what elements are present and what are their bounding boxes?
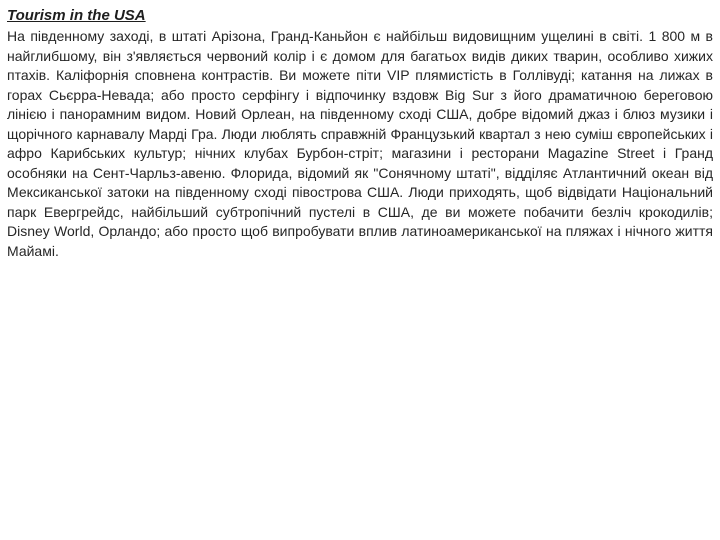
slide-content [7, 6, 713, 261]
slide-title: Tourism in the USA [7, 7, 146, 24]
body-paragraph: На південному заході, в штаті Арізона, Гранд-Каньйон є найбільш видовищним ущелині в світі. 1 800 м в найглибшому, він з'являється червоний колір і є домом для багатьох видів диких тварин, особливо хижих птахів. Каліфорнія сповнена контрастів. Ви можете піти VIP плямистість в Голлівуді; катання на лижах в горах Сьєрра-Невада; або просто серфінгу і відпочинку вздовж Big Sur з його драматичною береговою лінією і панорамним видом. Новий Орлеан, на південному сході США, добре відомий джаз і блюз музики і щорічного карнавалу Марді Гра. Люди люблять справжній Французький квартал з нею суміш європейських і афро Карибських культур; нічних клубах Бурбон-стріт; магазини і ресторани Magazine Street і Гранд особняки на Сент-Чарльз-авеню. Флорида, відомий як "Сонячному штаті", відділяє Атлантичний океан від Мексиканської затоки на південному сході півострова США. Люди приходять, щоб відвідати Національний парк Евергрейдс, найбільший субтропічний пустелі в США, де ви можете побачити безліч крокодилів; Disney World, Орландо; або просто щоб випробувати вплив латиноамериканської на пляжах і нічного життя Майамі. [7, 28, 713, 259]
